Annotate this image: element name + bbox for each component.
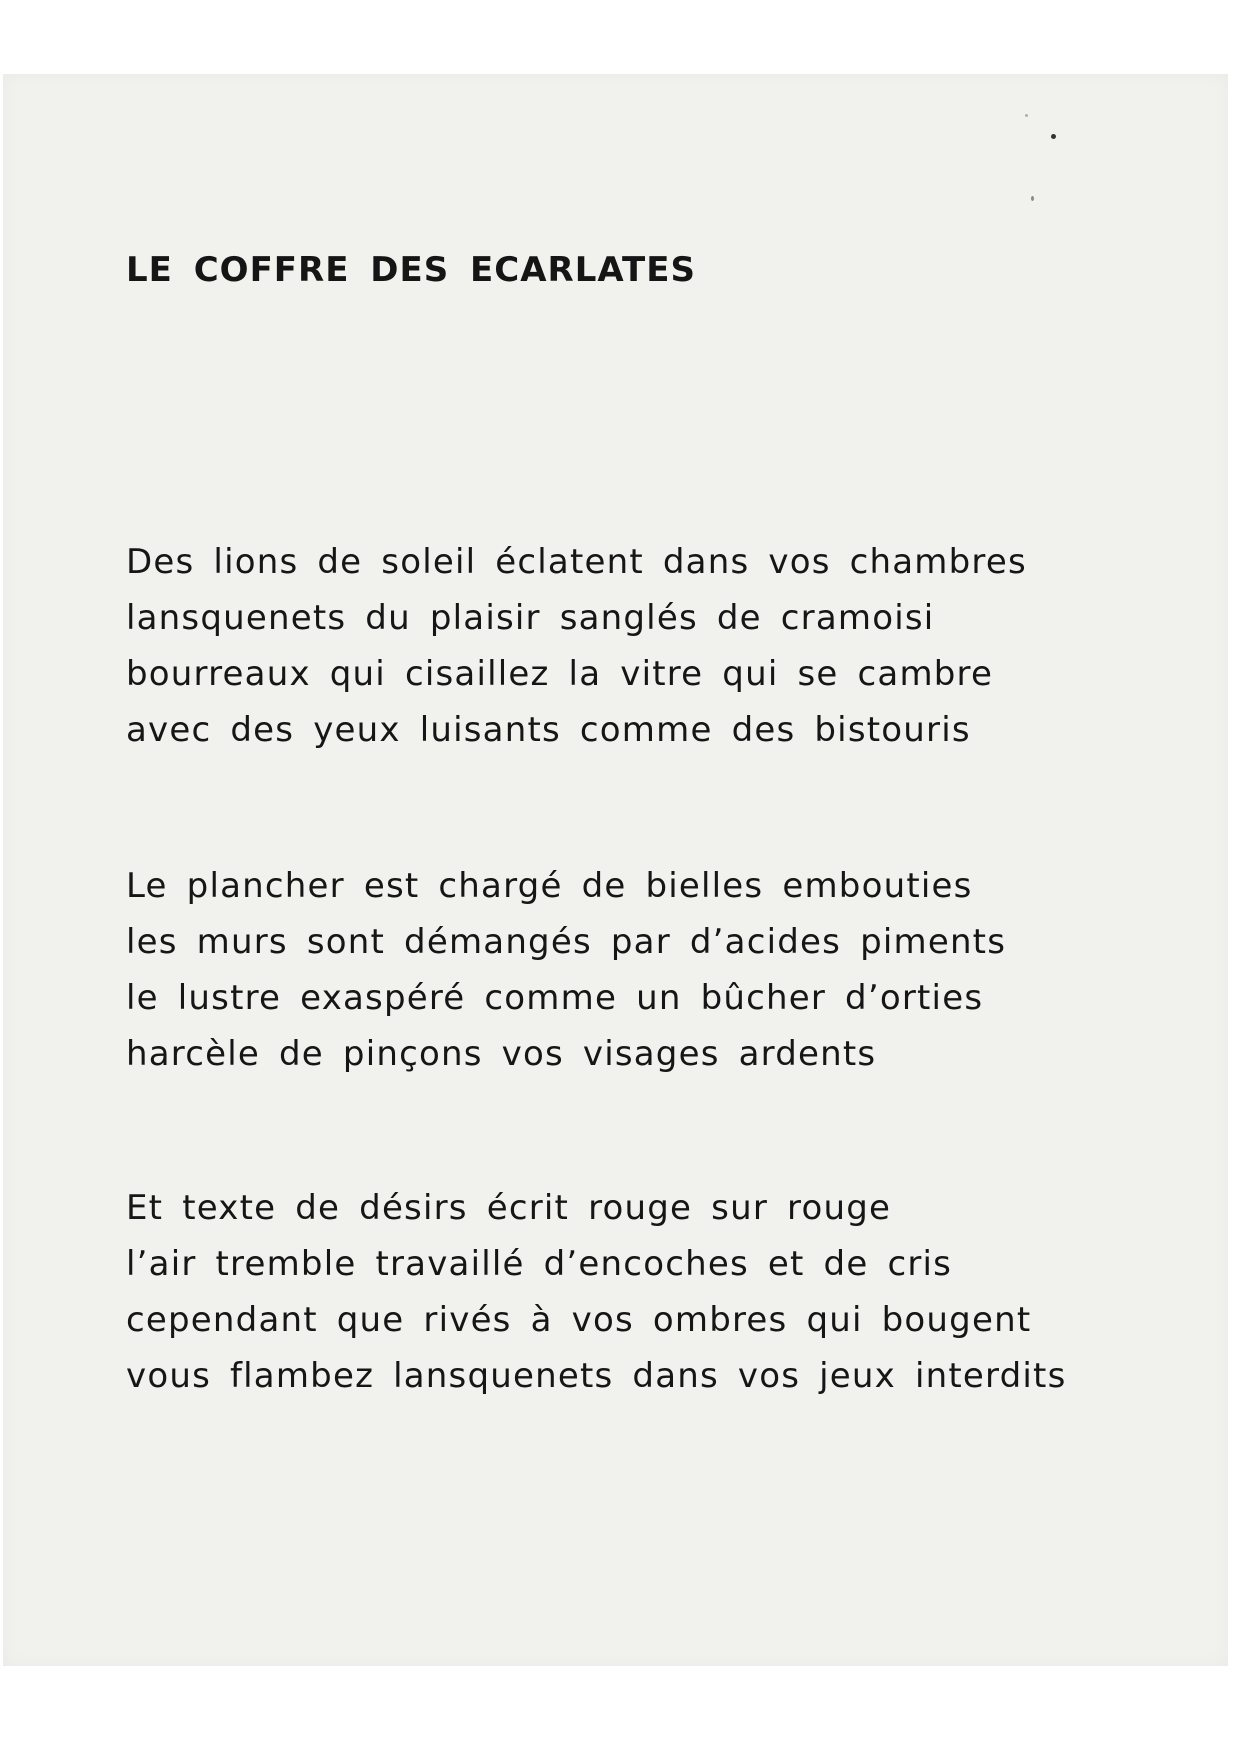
stanza-1 [126,534,1027,758]
verse-line: avec des yeux luisants comme des bistouris [126,710,971,750]
verse-line: Et texte de désirs écrit rouge sur rouge [126,1188,892,1228]
verse-line: lansquenets du plaisir sanglés de cramoisi [126,598,935,638]
ink-speck [1031,196,1034,201]
verse-line: l’air tremble travaillé d’encoches et de cris [126,1244,953,1284]
verse-line: Le plancher est chargé de bielles embouties [126,866,973,906]
verse-line: cependant que rivés à vos ombres qui bougent [126,1300,1032,1340]
poem-title: LE COFFRE DES ECARLATES [126,250,696,290]
ink-speck [1051,134,1056,139]
verse-line: vous flambez lansquenets dans vos jeux interdits [126,1356,1067,1396]
stanza-2 [126,858,1006,1082]
verse-line: Des lions de soleil éclatent dans vos chambres [126,542,1027,582]
verse-line: harcèle de pinçons vos visages ardents [126,1034,877,1074]
stanza-3 [126,1180,1067,1404]
verse-line: le lustre exaspéré comme un bûcher d’orties [126,978,984,1018]
ink-speck [1025,114,1028,117]
verse-line: les murs sont démangés par d’acides piments [126,922,1007,962]
verse-line: bourreaux qui cisaillez la vitre qui se cambre [126,654,994,694]
